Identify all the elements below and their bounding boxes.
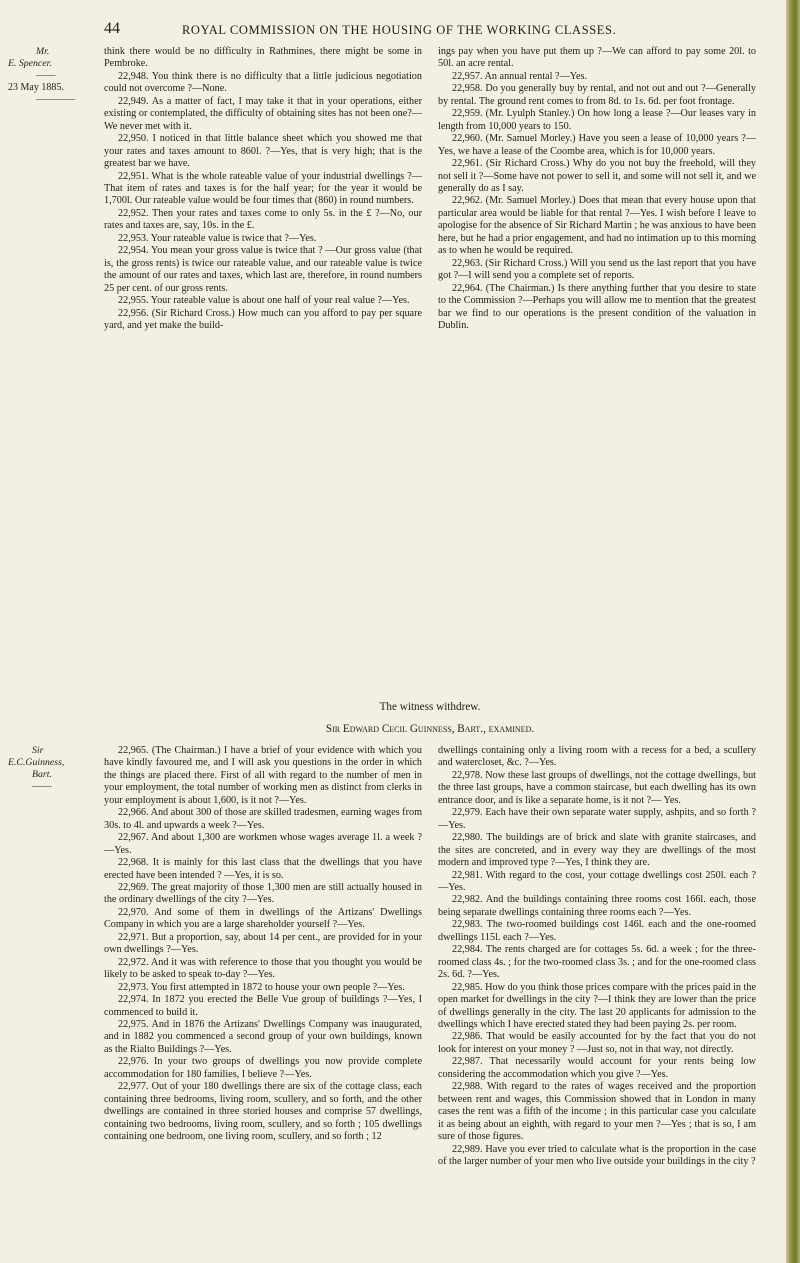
paragraph: 22,962. (Mr. Samuel Morley.) Does that mean that every house upon that particular area would be liable for that rental ?—Yes. I wish before I leave to apologise for the absence of Sir Richard Martin ; he was anxious to have been here, but he had a prior engagement, and had no intimation up to this morning as to when he would be required. [438,195,757,257]
text-column-3 [104,745,422,1144]
paragraph: 22,971. But a proportion, say, about 14 per cent., are provided for in your own dwellings ?—Yes. [104,931,422,956]
paragraph: dwellings containing only a living room with a recess for a bed, a scullery and watercloset, &c. ?—Yes. [438,745,756,769]
paragraph: 22,981. With regard to the cost, your cottage dwellings cost 250l. each ?—Yes. [438,869,756,893]
paragraph: 22,954. You mean your gross value is twice that ? —Our gross value (that is, the gross rents) is twice our rateable value, and our rateable value is twice the amount of our rates and taxes, which last are, therefore, in round numbers 25 per cent. of our gross rents. [104,245,422,294]
paragraph: 22,968. It is mainly for this last class that the dwellings that you have erected have been intended ? —Yes, it is so. [104,857,422,881]
paragraph: 22,978. Now these last groups of dwellings, not the cottage dwellings, but the three last groups, have a common staircase, but each dwelling has its own entrance door, and is like a separate home, is it not ?— Yes. [438,769,756,806]
paragraph: 22,983. The two-roomed buildings cost 146l. each and the one-roomed dwellings 115l. each ?—Yes. [438,919,756,943]
margin-note-line: Mr. [36,46,50,57]
text-column-1 [104,46,422,332]
paragraph: 22,956. (Sir Richard Cross.) How much can you afford to pay per square yard, and yet make the build- [104,307,422,331]
paragraph: 22,985. How do you think those prices compare with the prices paid in the open market for dwellings in the city ?—I think they are lower than the price of dwellings generally in the city. The last 20 applicants for admission to the dwellings which I have erected stated they had been paying 2s. per room. [438,981,756,1030]
paragraph: 22,949. As a matter of fact, I may take it that in your operations, either existing or contemplated, the difficulty of obtaining sites has not been one?—We never met with it. [104,95,422,132]
paragraph: 22,988. With regard to the rates of wages received and the proportion between rent and wages, this Commission showed that in London in many cases the rent was a fifth of the income ; in this particular case you calculate it as being about an eighth, with regard to your men ?—Yes ; that is so, I am sure of those figures. [438,1081,756,1143]
paragraph: 22,989. Have you ever tried to calculate what is the proportion in the case of the larger number of your men who live outside your buildings in the city ? [438,1143,756,1167]
paragraph: 22,959. (Mr. Lyulph Stanley.) On how long a lease ?—Our leases vary in length from 10,000 years to 150. [438,108,756,132]
paragraph: 22,950. I noticed in that little balance sheet which you showed me that your rates and taxes amount to 860l. ?—Yes, that is very high; that is the greatest bar we have. [104,133,422,170]
paragraph: 22,952. Then your rates and taxes come to only 5s. in the £ ?—No, our rates and taxes are, say, 10s. in the £. [104,207,422,232]
margin-note-witness-guinness [8,745,96,793]
paragraph: 22,987. That necessarily would account for your rents being low considering the accommodation which you give ?—Yes. [438,1056,756,1080]
witness-heading: Sir Edward Cecil Guinness, Bart., examined. [325,723,535,735]
margin-note-witness-spencer [8,46,96,106]
paragraph: 22,963. (Sir Richard Cross.) Will you send us the last report that you have got ?—I will send you a complete set of reports. [438,257,756,282]
paragraph: 22,984. The rents charged are for cottages 5s. 6d. a week ; for the three-roomed class 4s. ; for the two-roomed class 3s. ; and for the one-roomed class 2s. 6d. ?—Yes. [438,944,756,981]
paragraph: 22,980. The buildings are of brick and slate with granite staircases, and the sites are concreted, and in every way they are dwellings of the most modern and improved type ?—Yes, I think they are. [438,832,756,869]
margin-note-line: ———— [36,94,76,105]
margin-note-line: —— [32,781,52,792]
paragraph: 22,976. In your two groups of dwellings you now provide complete accommodation for 180 families, I believe ?—Yes. [104,1056,422,1080]
margin-note-line: Sir [32,745,44,756]
paragraph: think there would be no difficulty in Rathmines, there might be some in Pembroke. [104,46,422,70]
paragraph: 22,969. The great majority of those 1,300 men are still actually housed in the ordinary dwellings of the city ?—Yes. [104,881,422,906]
margin-note-line: E.C.Guinness, [8,757,65,768]
witness-withdrew-line: The witness withdrew. [379,701,481,713]
paragraph: 22,961. (Sir Richard Cross.) Why do you not buy the freehold, will they not sell it ?—Some have not power to sell it, and some will not sell it, and we generally do as I say. [438,158,756,194]
margin-note-line: 23 May 1885. [8,82,64,93]
paragraph: 22,965. (The Chairman.) I have a brief of your evidence with which you have kindly favoured me, and I will ask you questions in the order in which the things are placed there. First of all with regard to the number of men in your employment, the total number of working men as distinct from clerks in your employment is about 1,600, is it not ?—Yes. [104,745,422,806]
paragraph: 22,966. And about 300 of those are skilled tradesmen, earning wages from 30s. to 4l. and upwards a week ?—Yes. [104,807,422,831]
margin-note-line: E. Spencer. [8,58,52,69]
text-column-2 [438,46,756,332]
paragraph: 22,964. (The Chairman.) Is there anything further that you desire to state to the Commission ?—Perhaps you will allow me to mention that the greatest bar we find to our operations is the present condition of the valuation in Dublin. [438,282,756,331]
text-column-4 [438,745,756,1168]
paragraph: 22,967. And about 1,300 are workmen whose wages average 1l. a week ?—Yes. [104,832,422,856]
paragraph: 22,948. You think there is no difficulty that a little judicious negotiation could not overcome ?—None. [104,70,422,95]
paragraph: 22,979. Each have their own separate water supply, ashpits, and so forth ?—Yes. [438,807,756,831]
paragraph: 22,970. And some of them in dwellings of the Artizans' Dwellings Company in which you are a large shareholder yourself ?—Yes. [104,906,422,931]
paragraph: 22,982. And the buildings containing three rooms cost 166l. each, those being separate dwellings containing three rooms each ?—Yes. [438,894,756,918]
page-header [104,20,764,42]
paragraph: 22,957. An annual rental ?—Yes. [452,70,588,82]
paragraph: 22,953. Your rateable value is twice that ?—Yes. [118,232,317,244]
paragraph: 22,958. Do you generally buy by rental, and not out and out ?—Generally by rental. The ground rent comes to from 8d. to 1s. 6d. per foot frontage. [438,83,756,107]
paragraph: ings pay when you have put them up ?—We can afford to pay some 20l. to 50l. an acre rental. [438,46,756,70]
margin-note-line: Bart. [32,769,52,780]
page-number: 44 [104,20,120,37]
paragraph: 22,973. You first attempted in 1872 to house your own people ?—Yes. [118,981,405,993]
running-title: ROYAL COMMISSION ON THE HOUSING OF THE WORKING CLASSES. [182,23,617,37]
paragraph: 22,955. Your rateable value is about one half of your real value ?—Yes. [118,295,410,307]
paragraph: 22,986. That would be easily accounted for by the fact that you do not look for interest on your money ? —Just so, not in that way, not directly. [438,1031,756,1055]
paragraph: 22,974. In 1872 you erected the Belle Vue group of buildings ?—Yes, I commenced to build it. [104,994,422,1018]
margin-note-line: —— [36,70,56,81]
page-edge-decoration [786,0,800,1263]
paragraph: 22,951. What is the whole rateable value of your industrial dwellings ?—That item of rates and taxes is for the half year; for the year it would be 1,700l. Our rateable value would be four times that (860) in round numbers. [104,170,422,207]
paragraph: 22,960. (Mr. Samuel Morley.) Have you seen a lease of 10,000 years ?—Yes, we have a lease of the Coombe area, which is for 10,000 years. [438,133,756,157]
paragraph: 22,977. Out of your 180 dwellings there are six of the cottage class, each containing three bedrooms, living room, scullery, and so forth, and the other dwellings are contained in three storied houses and comprise 57 dwellings, containing two bedrooms, living room, scullery, and so forth ; 105 dwellings containing one bedroom, one living room, scullery, and so forth ; 12 [104,1081,422,1143]
paragraph: 22,972. And it was with reference to those that you thought you would be likely to be asked to speak to-day ?—Yes. [104,956,422,981]
paragraph: 22,975. And in 1876 the Artizans' Dwellings Company was inaugurated, and in 1882 you commenced a second group of your own buildings, known as the Rialto Buildings ?—Yes. [104,1018,422,1055]
